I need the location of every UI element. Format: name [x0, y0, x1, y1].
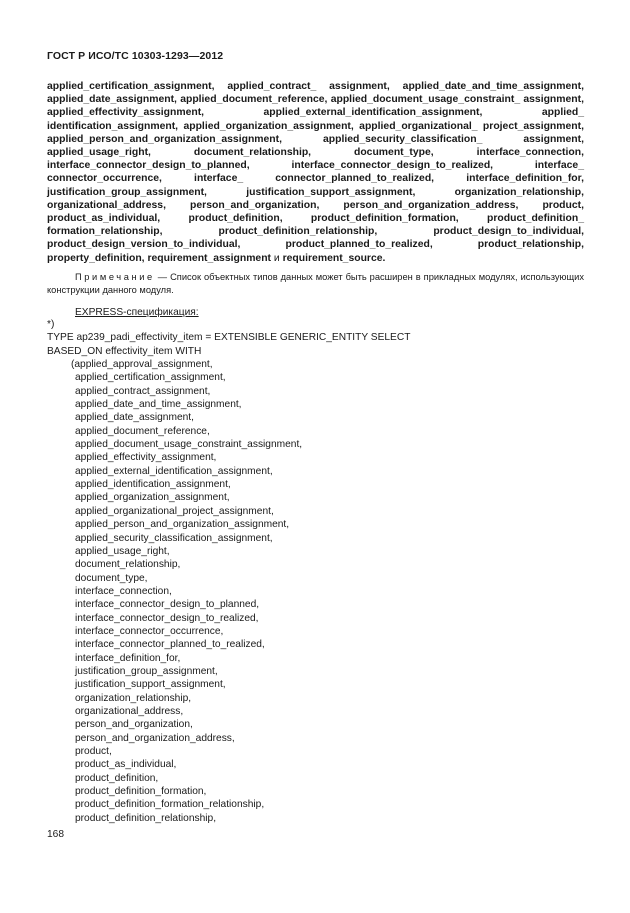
- express-first-item: (applied_approval_assignment,: [71, 359, 213, 371]
- express-item: product_definition_formation,: [75, 786, 207, 798]
- express-item: applied_document_reference,: [75, 425, 210, 437]
- note-text: — Список объектных типов данных может быть расширен в прикладных модулях, использующих конструкции данного модуля.: [47, 272, 584, 295]
- express-item: applied_security_classification_assignment,: [75, 532, 273, 544]
- express-item: person_and_organization_address,: [75, 732, 235, 744]
- express-item: applied_usage_right,: [75, 545, 170, 557]
- express-item: applied_organizational_project_assignment,: [75, 505, 274, 517]
- express-item: interface_connector_design_to_realized,: [75, 612, 259, 624]
- conjunction: и: [271, 252, 283, 264]
- express-based-on-line: BASED_ON effectivity_item WITH: [47, 345, 202, 357]
- express-item: interface_connection,: [75, 585, 172, 597]
- express-item: justification_group_assignment,: [75, 665, 218, 677]
- express-item: applied_organization_assignment,: [75, 492, 230, 504]
- note-label: Примечание: [75, 272, 155, 282]
- express-item: interface_connector_occurrence,: [75, 625, 224, 637]
- express-item: applied_effectivity_assignment,: [75, 452, 217, 464]
- express-item: product_definition_formation_relationship,: [75, 799, 265, 811]
- express-item: applied_contract_assignment,: [75, 385, 211, 397]
- express-item: product,: [75, 746, 112, 757]
- express-items-list: [47, 371, 587, 825]
- express-item: product_as_individual,: [75, 759, 177, 771]
- express-item: document_type,: [75, 572, 148, 584]
- express-item: person_and_organization,: [75, 719, 193, 731]
- express-open-marker: *): [47, 319, 55, 330]
- note-paragraph: [47, 271, 584, 296]
- express-item: interface_connector_planned_to_realized,: [75, 639, 265, 651]
- express-item: applied_document_usage_constraint_assignment,: [75, 439, 303, 451]
- express-item: applied_identification_assignment,: [75, 479, 231, 491]
- express-item: applied_date_and_time_assignment,: [75, 399, 242, 411]
- entity-types-list: applied_certification_assignment, applied_contract_ assignment, applied_date_and_time_assignment, applied_date_assignment, applied_document_reference, applied_document_usage_constraint_ assignment, applied_effectivity_assignment, applied_external_identification_assignment, applied_ identification_assignment, applied_organization_assignment, applied_organizational_ project_assignment, applied_person_and_organization_assignment, applied_security_classification_ assignment, applied_usage_right, document_relationship, document_type, interface_connection, interface_connector_design_to_planned, interface_connector_design_to_realized, interface_ connector_occurrence, interface_ connector_planned_to_realized, interface_definition_for, justification_group_assignment, justification_support_assignment, organization_relationship, organizational_address, person_and_organization, person_and_organization_address, product, product_as_individual, product_definition, product_definition_formation, product_definition_ formation_relationship, product_definition_relationship, product_design_to_individual, product_design_version_to_individual, product_planned_to_realized, product_relationship, property_definition, requirement_assignment: [47, 81, 584, 264]
- express-item: applied_external_identification_assignment,: [75, 465, 273, 477]
- express-spec-label: EXPRESS-спецификация:: [75, 307, 199, 318]
- express-item: product_definition_relationship,: [75, 812, 217, 824]
- express-item: organization_relationship,: [75, 692, 192, 704]
- express-item: justification_support_assignment,: [75, 679, 226, 691]
- express-item: applied_certification_assignment,: [75, 372, 226, 384]
- express-item: applied_date_assignment,: [75, 412, 194, 424]
- page-number: 168: [47, 829, 64, 840]
- entity-types-paragraph: [47, 80, 584, 265]
- entity-types-last: requirement_source.: [282, 252, 386, 264]
- express-item: organizational_address,: [75, 705, 184, 717]
- express-item: interface_connector_design_to_planned,: [75, 599, 260, 611]
- express-type-line: TYPE ap239_padi_effectivity_item = EXTENSIBLE GENERIC_ENTITY SELECT: [47, 332, 411, 344]
- express-item: document_relationship,: [75, 559, 181, 571]
- express-item: applied_person_and_organization_assignment,: [75, 519, 290, 531]
- express-item: product_definition,: [75, 772, 159, 784]
- express-item: interface_definition_for,: [75, 652, 181, 664]
- express-code-block: [47, 318, 587, 825]
- document-header: ГОСТ Р ИСО/ТС 10303-1293—2012: [47, 50, 224, 62]
